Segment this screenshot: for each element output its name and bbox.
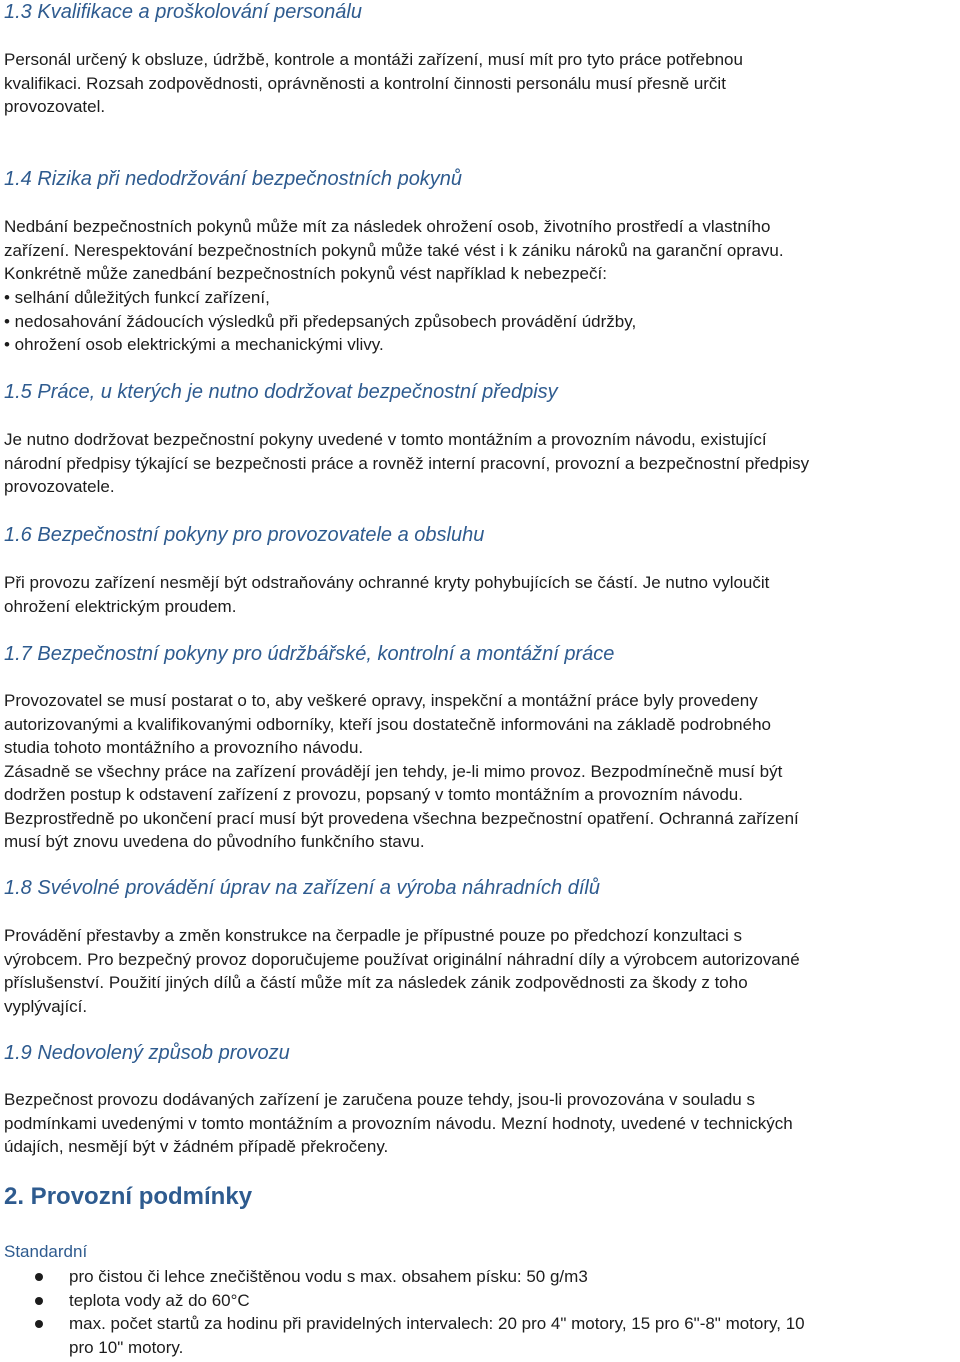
paragraph-1-9 (4, 1088, 956, 1159)
paragraph-1-5 (4, 428, 956, 499)
list-item-text: max. počet startů za hodinu při pravidelných intervalech: 20 pro 4" motory, 15 pro 6"-8" motory, 10 (69, 1314, 805, 1333)
text-line: musí být znovu uvedena do původního funkčního stavu. (4, 832, 425, 851)
text-line: provozovatele. (4, 477, 115, 496)
text-line: výrobcem. Pro bezpečný provoz doporučujeme používat originální náhradní díly a výrobcem autorizované (4, 949, 800, 969)
text-line: ohrožení elektrickým proudem. (4, 596, 237, 616)
bullet-icon (35, 1297, 43, 1305)
text-line: Personál určený k obsluze, údržbě, kontrole a montáži zařízení, musí mít pro tyto práce potřebnou (4, 50, 743, 69)
heading-1-3: 1.3 Kvalifikace a proškolování personálu (4, 1, 362, 23)
text-line: Zásadně se všechny práce na zařízení provádějí jen tehdy, je-li mimo provoz. Bezpodmínečně musí být (4, 761, 783, 781)
text-line: Provozovatel se musí postarat o to, aby veškeré opravy, inspekční a montážní práce byly provedeny (4, 691, 758, 710)
text-line: údajích, nesmějí být v žádném případě překročeny. (4, 1137, 389, 1156)
list-item-text: teplota vody až do 60°C (69, 1290, 250, 1310)
heading-1-7: 1.7 Bezpečnostní pokyny pro údržbářské, kontrolní a montážní práce (4, 643, 615, 665)
paragraph-1-7 (4, 689, 956, 854)
list-item-text: pro 10" motory. (69, 1337, 184, 1357)
text-line: příslušenství. Použití jiných dílů a částí může mít za následek zánik zodpovědnosti za škody z toho (4, 973, 748, 992)
heading-1-4: 1.4 Rizika při nedodržování bezpečnostních pokynů (4, 168, 463, 190)
text-line: provozovatel. (4, 97, 106, 116)
text-line: Při provozu zařízení nesmějí být odstraňovány ochranné kryty pohybujících se částí. Je nutno vyloučit (4, 573, 770, 592)
text-line: kvalifikaci. Rozsah zodpovědnosti, oprávněnosti a kontrolní činnosti personálu musí přesně určit (4, 73, 726, 93)
list-item (0, 1289, 960, 1313)
list-item (0, 1312, 960, 1359)
list-item (0, 1265, 960, 1289)
text-line: Nedbání bezpečnostních pokynů může mít za následek ohrožení osob, životního prostředí a vlastního (4, 217, 771, 236)
text-line: Bezprostředně po ukončení prací musí být provedena všechna bezpečnostní opatření. Ochranná zařízení (4, 808, 799, 828)
text-line: studia tohoto montážního a provozního návodu. (4, 738, 364, 757)
paragraph-1-8 (4, 924, 956, 1018)
bullet-icon (35, 1273, 43, 1281)
text-line: Bezpečnost provozu dodávaných zařízení je zaručena pouze tehdy, jsou-li provozována v souladu s (4, 1090, 755, 1109)
text-line: Konkrétně může zanedbání bezpečnostních pokynů vést například k nebezpečí: (4, 264, 607, 283)
text-line: Provádění přestavby a změn konstrukce na čerpadle je přípustné pouze po předchozí konzultaci s (4, 926, 743, 945)
heading-2: 2. Provozní podmínky (4, 1183, 253, 1210)
paragraph-1-6 (4, 571, 956, 618)
text-line: zařízení. Nerespektování bezpečnostních pokynů může také vést i k zániku nároků na garanční opravu. (4, 240, 784, 260)
list-item: • nedosahování žádoucích výsledků při předepsaných způsobech provádění údržby, (4, 311, 637, 331)
heading-1-6: 1.6 Bezpečnostní pokyny pro provozovatele a obsluhu (4, 524, 485, 546)
text-line: podmínkami uvedenými v tomto montážním a provozním návodu. Mezní hodnoty, uvedené v technických (4, 1113, 793, 1133)
paragraph-1-4 (4, 215, 956, 286)
text-line: dodržen postup k odstavení zařízení z provozu, popsaný v tomto montážním a provozním návodu. (4, 785, 743, 804)
bullet-icon (35, 1320, 43, 1328)
text-line: Je nutno dodržovat bezpečnostní pokyny uvedené v tomto montážním a provozním návodu, existující (4, 430, 767, 449)
subheading-standard: Standardní (4, 1242, 88, 1261)
list-item: • ohrožení osob elektrickými a mechanickými vlivy. (4, 335, 384, 354)
text-line: národní předpisy týkající se bezpečnosti práce a rovněž interní pracovní, provozní a bezpečnostní předpisy (4, 453, 810, 473)
heading-1-9: 1.9 Nedovolený způsob provozu (4, 1042, 290, 1064)
text-line: vyplývající. (4, 996, 88, 1016)
conditions-list (0, 1265, 960, 1359)
risk-list (4, 286, 636, 357)
heading-1-5: 1.5 Práce, u kterých je nutno dodržovat bezpečnostní předpisy (4, 381, 558, 403)
text-line: autorizovanými a kvalifikovanými odborníky, kteří jsou dostatečně informováni na základě podrobného (4, 714, 771, 734)
list-item: • selhání důležitých funkcí zařízení, (4, 288, 270, 307)
paragraph-1-3 (4, 48, 956, 119)
heading-1-8: 1.8 Svévolné provádění úprav na zařízení a výroba náhradních dílů (4, 877, 600, 899)
list-item-text: pro čistou či lehce znečištěnou vodu s max. obsahem písku: 50 g/m3 (69, 1267, 588, 1286)
